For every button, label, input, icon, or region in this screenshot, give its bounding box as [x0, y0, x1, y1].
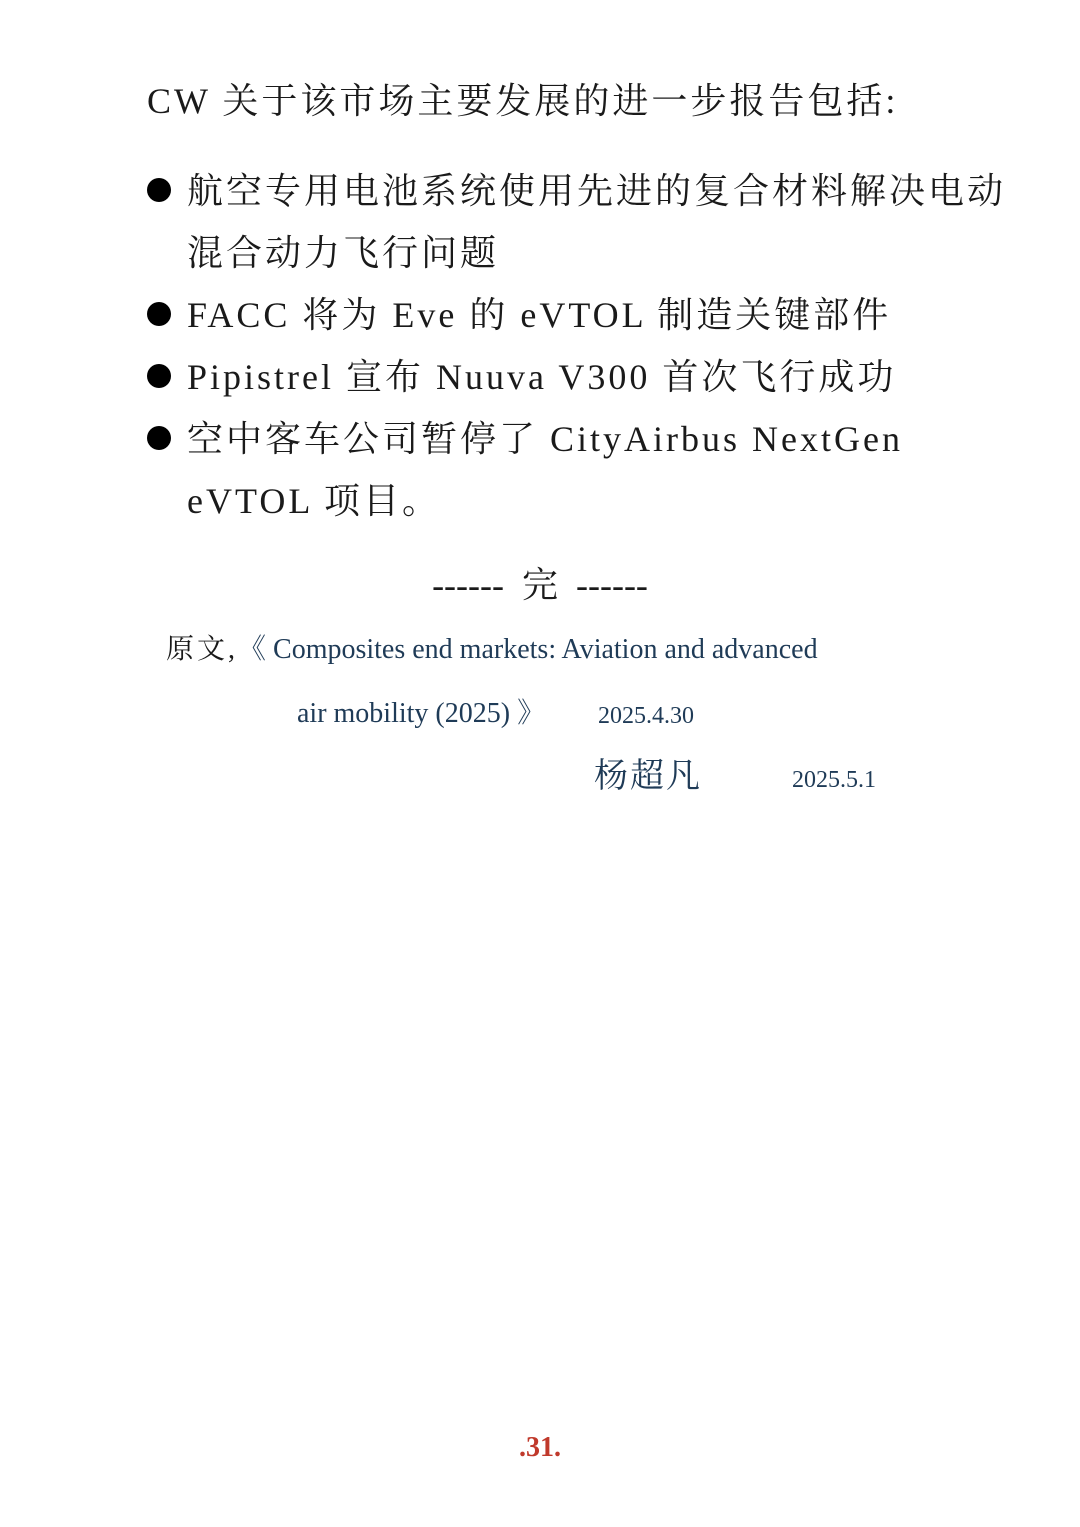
bullet-item — [147, 160, 1027, 284]
bullet-dot-icon — [147, 302, 171, 326]
end-mark: ------ 完 ------ — [432, 565, 648, 605]
bullet-item — [147, 346, 1027, 408]
bullet-text: FACC 将为 Eve 的 eVTOL 制造关键部件 — [187, 295, 892, 335]
source-line-2 — [297, 694, 545, 734]
source-title-line1: 《 Composites end markets: Aviation and advanced — [238, 634, 818, 665]
author-date: 2025.5.1 — [792, 767, 876, 793]
source-line-1 — [166, 630, 818, 670]
bullet-item — [147, 284, 1027, 346]
bullet-item — [147, 408, 1027, 532]
source-date: 2025.4.30 — [598, 703, 694, 729]
page-number: .31. — [519, 1432, 561, 1463]
source-title-line2: air mobility (2025) 》 — [297, 698, 546, 729]
bullet-text: 航空专用电池系统使用先进的复合材料解决电动混合动力飞行问题 — [187, 171, 1007, 273]
bullet-list — [147, 160, 1027, 532]
bullet-dot-icon — [147, 364, 171, 388]
bullet-dot-icon — [147, 426, 171, 450]
bullet-dot-icon — [147, 178, 171, 202]
bullet-text: Pipistrel 宣布 Nuuva V300 首次飞行成功 — [187, 357, 897, 397]
author-name: 杨超凡 — [594, 758, 702, 795]
bullet-text: 空中客车公司暂停了 CityAirbus NextGen eVTOL 项目。 — [187, 419, 903, 521]
source-prefix: 原文, — [166, 634, 239, 665]
intro-paragraph: CW 关于该市场主要发展的进一步报告包括: — [147, 81, 899, 121]
